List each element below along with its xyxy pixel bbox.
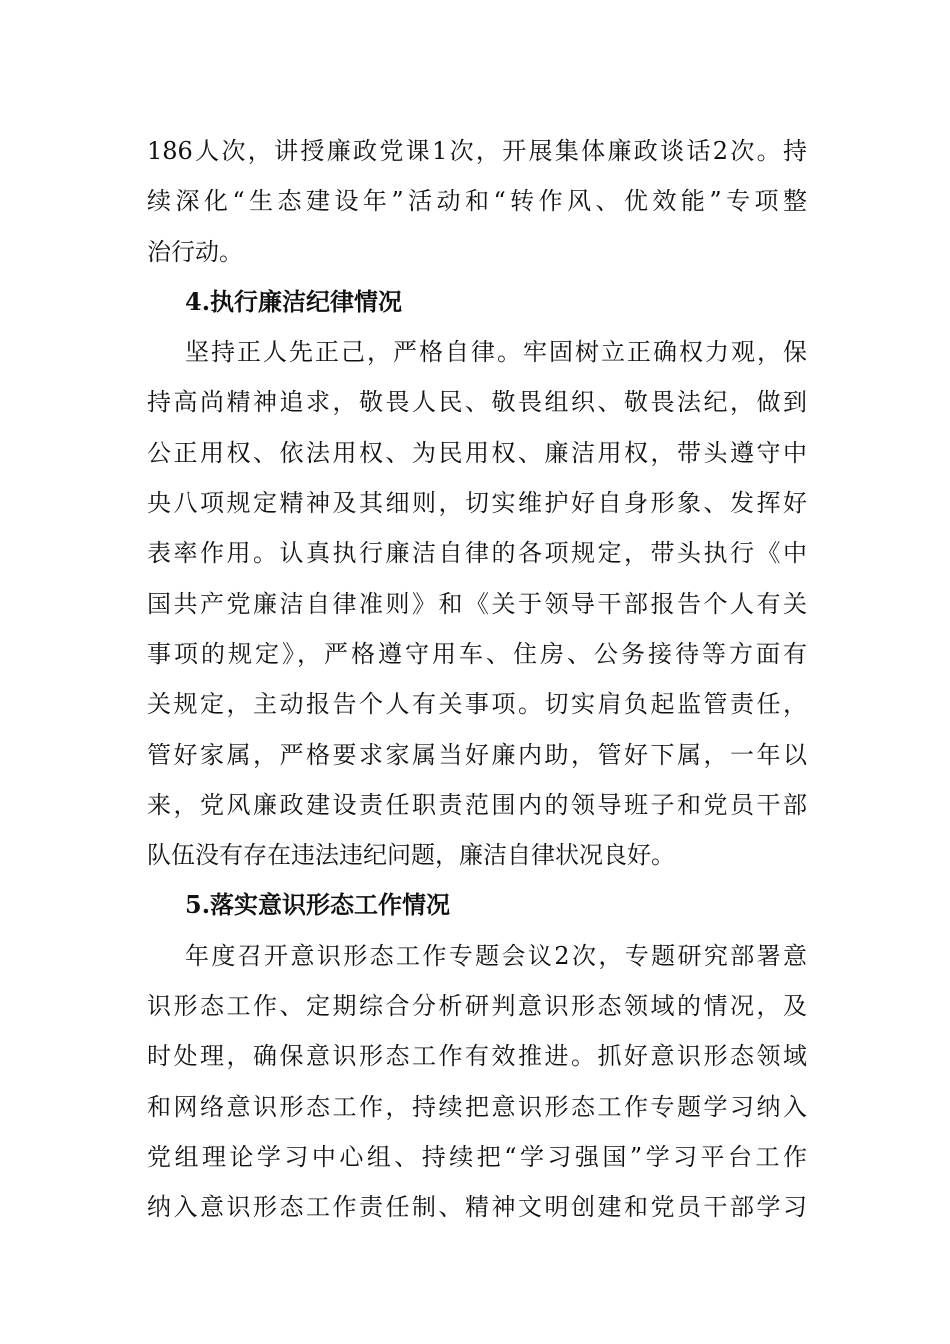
paragraph-line: 管好家属，严格要求家属当好廉内助，管好下属，一年以 xyxy=(147,740,807,769)
paragraph-line: 纳入意识形态工作责任制、精神文明创建和党员干部学习 xyxy=(147,1193,807,1222)
paragraph-line: 事项的规定》，严格遵守用车、住房、公务接待等方面有 xyxy=(147,639,807,668)
paragraph-line: 和网络意识形态工作，持续把意识形态工作专题学习纳入 xyxy=(147,1092,807,1121)
paragraph-line: 186人次，讲授廉政党课1次，开展集体廉政谈话2次。持 xyxy=(147,137,807,165)
document-body xyxy=(147,126,807,1233)
paragraph-line: 国共产党廉洁自律准则》和《关于领导干部报告个人有关 xyxy=(147,589,807,618)
section-4 xyxy=(147,277,807,881)
paragraph-line: 公正用权、依法用权、为民用权、廉洁用权，带头遵守中 xyxy=(147,438,807,467)
paragraph-line: 时处理，确保意识形态工作有效推进。抓好意识形态领域 xyxy=(147,1042,807,1071)
paragraph-line: 队伍没有存在违法违纪问题，廉洁自律状况良好。 xyxy=(147,841,675,870)
paragraph-line: 持高尚精神追求，敬畏人民、敬畏组织、敬畏法纪，做到 xyxy=(147,388,807,417)
paragraph-line: 治行动。 xyxy=(147,237,243,266)
paragraph-line: 续深化“生态建设年”活动和“转作风、优效能”专项整 xyxy=(147,187,807,216)
paragraph-line: 党组理论学习中心组、持续把“学习强国”学习平台工作 xyxy=(147,1142,807,1171)
paragraph-line: 表率作用。认真执行廉洁自律的各项规定，带头执行《中 xyxy=(147,539,807,568)
paragraph-line: 关规定，主动报告个人有关事项。切实肩负起监管责任， xyxy=(147,690,807,719)
paragraph-line: 坚持正人先正己，严格自律。牢固树立正确权力观，保 xyxy=(185,338,807,367)
section-heading: 5.落实意识形态工作情况 xyxy=(185,890,451,920)
section-5 xyxy=(147,880,807,1232)
paragraph-line: 来，党风廉政建设责任职责范围内的领导班子和党员干部 xyxy=(147,790,807,819)
paragraph-line: 央八项规定精神及其细则，切实维护好自身形象、发挥好 xyxy=(147,489,807,518)
paragraph-line: 识形态工作、定期综合分析研判意识形态领域的情况，及 xyxy=(147,992,807,1021)
intro-paragraph xyxy=(147,126,807,277)
paragraph-line: 年度召开意识形态工作专题会议2次，专题研究部署意 xyxy=(185,941,807,970)
section-heading: 4.执行廉洁纪律情况 xyxy=(185,286,403,316)
